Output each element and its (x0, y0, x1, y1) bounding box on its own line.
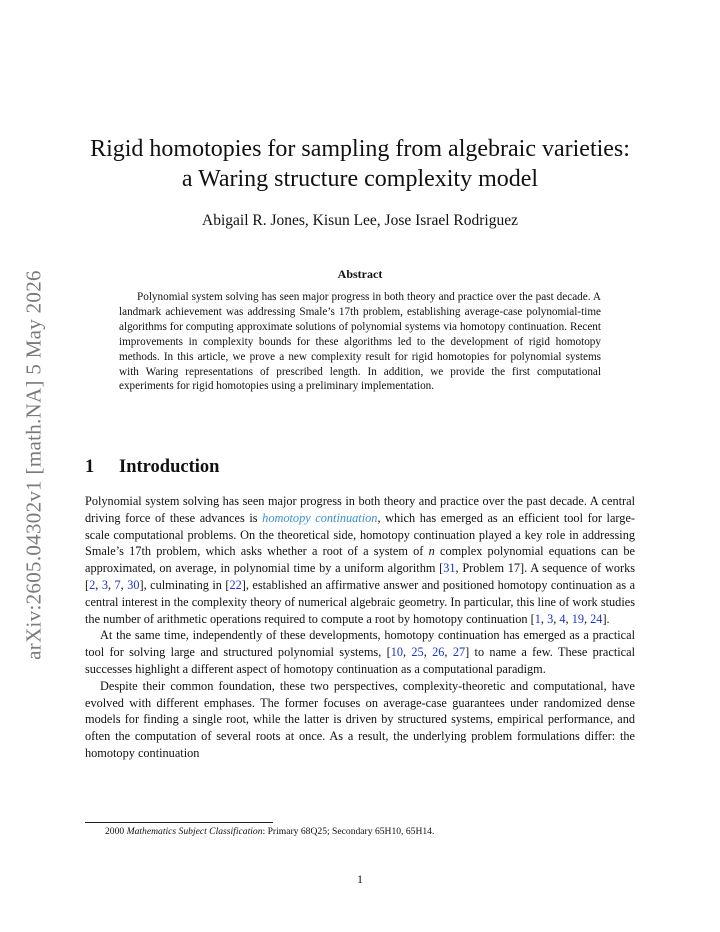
citation-link[interactable]: 19 (571, 611, 584, 626)
citation-link[interactable]: 27 (452, 645, 466, 660)
citation-link[interactable]: 7 (114, 577, 121, 592)
homotopy-continuation-link[interactable]: homotopy continuation (262, 510, 378, 525)
abstract-text: Polynomial system solving has seen major progress in both theory and practice over the past decade. A landmark achievement was addressing Smale’s 17th problem, establishing average-case polynomial-time algorithms for computing approximate solutions of polynomial systems via homotopy continuation. Recent improvements in complexity bounds for these algorithms led to the development of rigid homotopy methods. In this article, we prove a new complexity result for rigid homotopies for polynomial systems with Waring representations of prescribed length. In addition, we provide the first computational experiments for rigid homotopies using a preliminary implementation. (119, 291, 601, 393)
citation-link[interactable]: 3 (101, 577, 108, 592)
section-title: Introduction (119, 457, 220, 477)
citation-link[interactable]: 2 (89, 577, 96, 592)
footnote-rule (85, 822, 273, 823)
section-number: 1 (85, 457, 95, 477)
citation-link[interactable]: 22 (229, 577, 242, 592)
paragraph-3: Despite their common foundation, these two perspectives, complexity-theoretic and computational, have evolved with different emphases. The former focuses on average-case guarantees under randomized dense models for finding a single root, while the latter is driven by structured systems, empirical performance, and often the computation of several roots at once. As a result, the underlying problem formulations differ: the homotopy continuation (85, 678, 635, 760)
page-number: 1 (357, 872, 363, 886)
abstract-heading: Abstract (337, 267, 383, 281)
citation-link[interactable]: 26 (432, 645, 445, 660)
footnote-label: Mathematics Subject Classification (126, 826, 263, 837)
citation-link[interactable]: 31 (443, 561, 456, 576)
section-heading (85, 457, 219, 478)
citation-link[interactable]: 25 (411, 645, 424, 660)
arxiv-identifier: arXiv:2605.04302v1 [math.NA] 5 May 2026 (21, 270, 46, 660)
title-line-1: Rigid homotopies for sampling from algebraic varieties: (90, 136, 630, 162)
citation-link[interactable]: 24 (590, 611, 603, 626)
citation-link[interactable]: 1 (534, 611, 541, 626)
variable-n: n (428, 544, 435, 559)
citation-link[interactable]: 30 (127, 577, 140, 592)
citation-link[interactable]: 4 (559, 611, 566, 626)
citation-link[interactable]: 10 (390, 645, 403, 660)
paper-title (70, 134, 650, 194)
title-line-2: a Waring structure complexity model (181, 166, 539, 192)
author-list: Abigail R. Jones, Kisun Lee, Jose Israel Rodriguez (202, 212, 518, 229)
paragraph-1: Polynomial system solving has seen major progress in both theory and practice over the past decade. A central driving force of these advances is homotopy continuation, which has emerged as an efficient tool for large-scale computational problems. On the theoretical side, homotopy continuation played a key role in addressing Smale’s 17th problem, which asks whether a root of a system of n complex polynomial equations can be approximated, on average, in polynomial time by a uniform algorithm [31, Problem 17]. A sequence of works [2, 3, 7, 30], culminating in [22], established an affirmative answer and positioned homotopy continuation as a central interest in the complexity theory of numerical algebraic geometry. In particular, this line of work studies the number of arithmetic operations required to compute a root by homotopy continuation [1, 3, 4, 19, 24]. (85, 494, 636, 626)
footnote: 2000 Mathematics Subject Classification: Primary 68Q25; Secondary 65H10, 65H14. (105, 826, 435, 837)
body-text (85, 493, 635, 762)
arxiv-sidebar (14, 245, 54, 685)
paragraph-2: At the same time, independently of these developments, homotopy continuation has emerged as a practical tool for solving large and structured polynomial systems, [10, 25, 26, 27] to name a few. These practical successes highlight a different aspect of homotopy continuation as a computational paradigm. (85, 628, 635, 676)
citation-link[interactable]: 3 (547, 611, 554, 626)
